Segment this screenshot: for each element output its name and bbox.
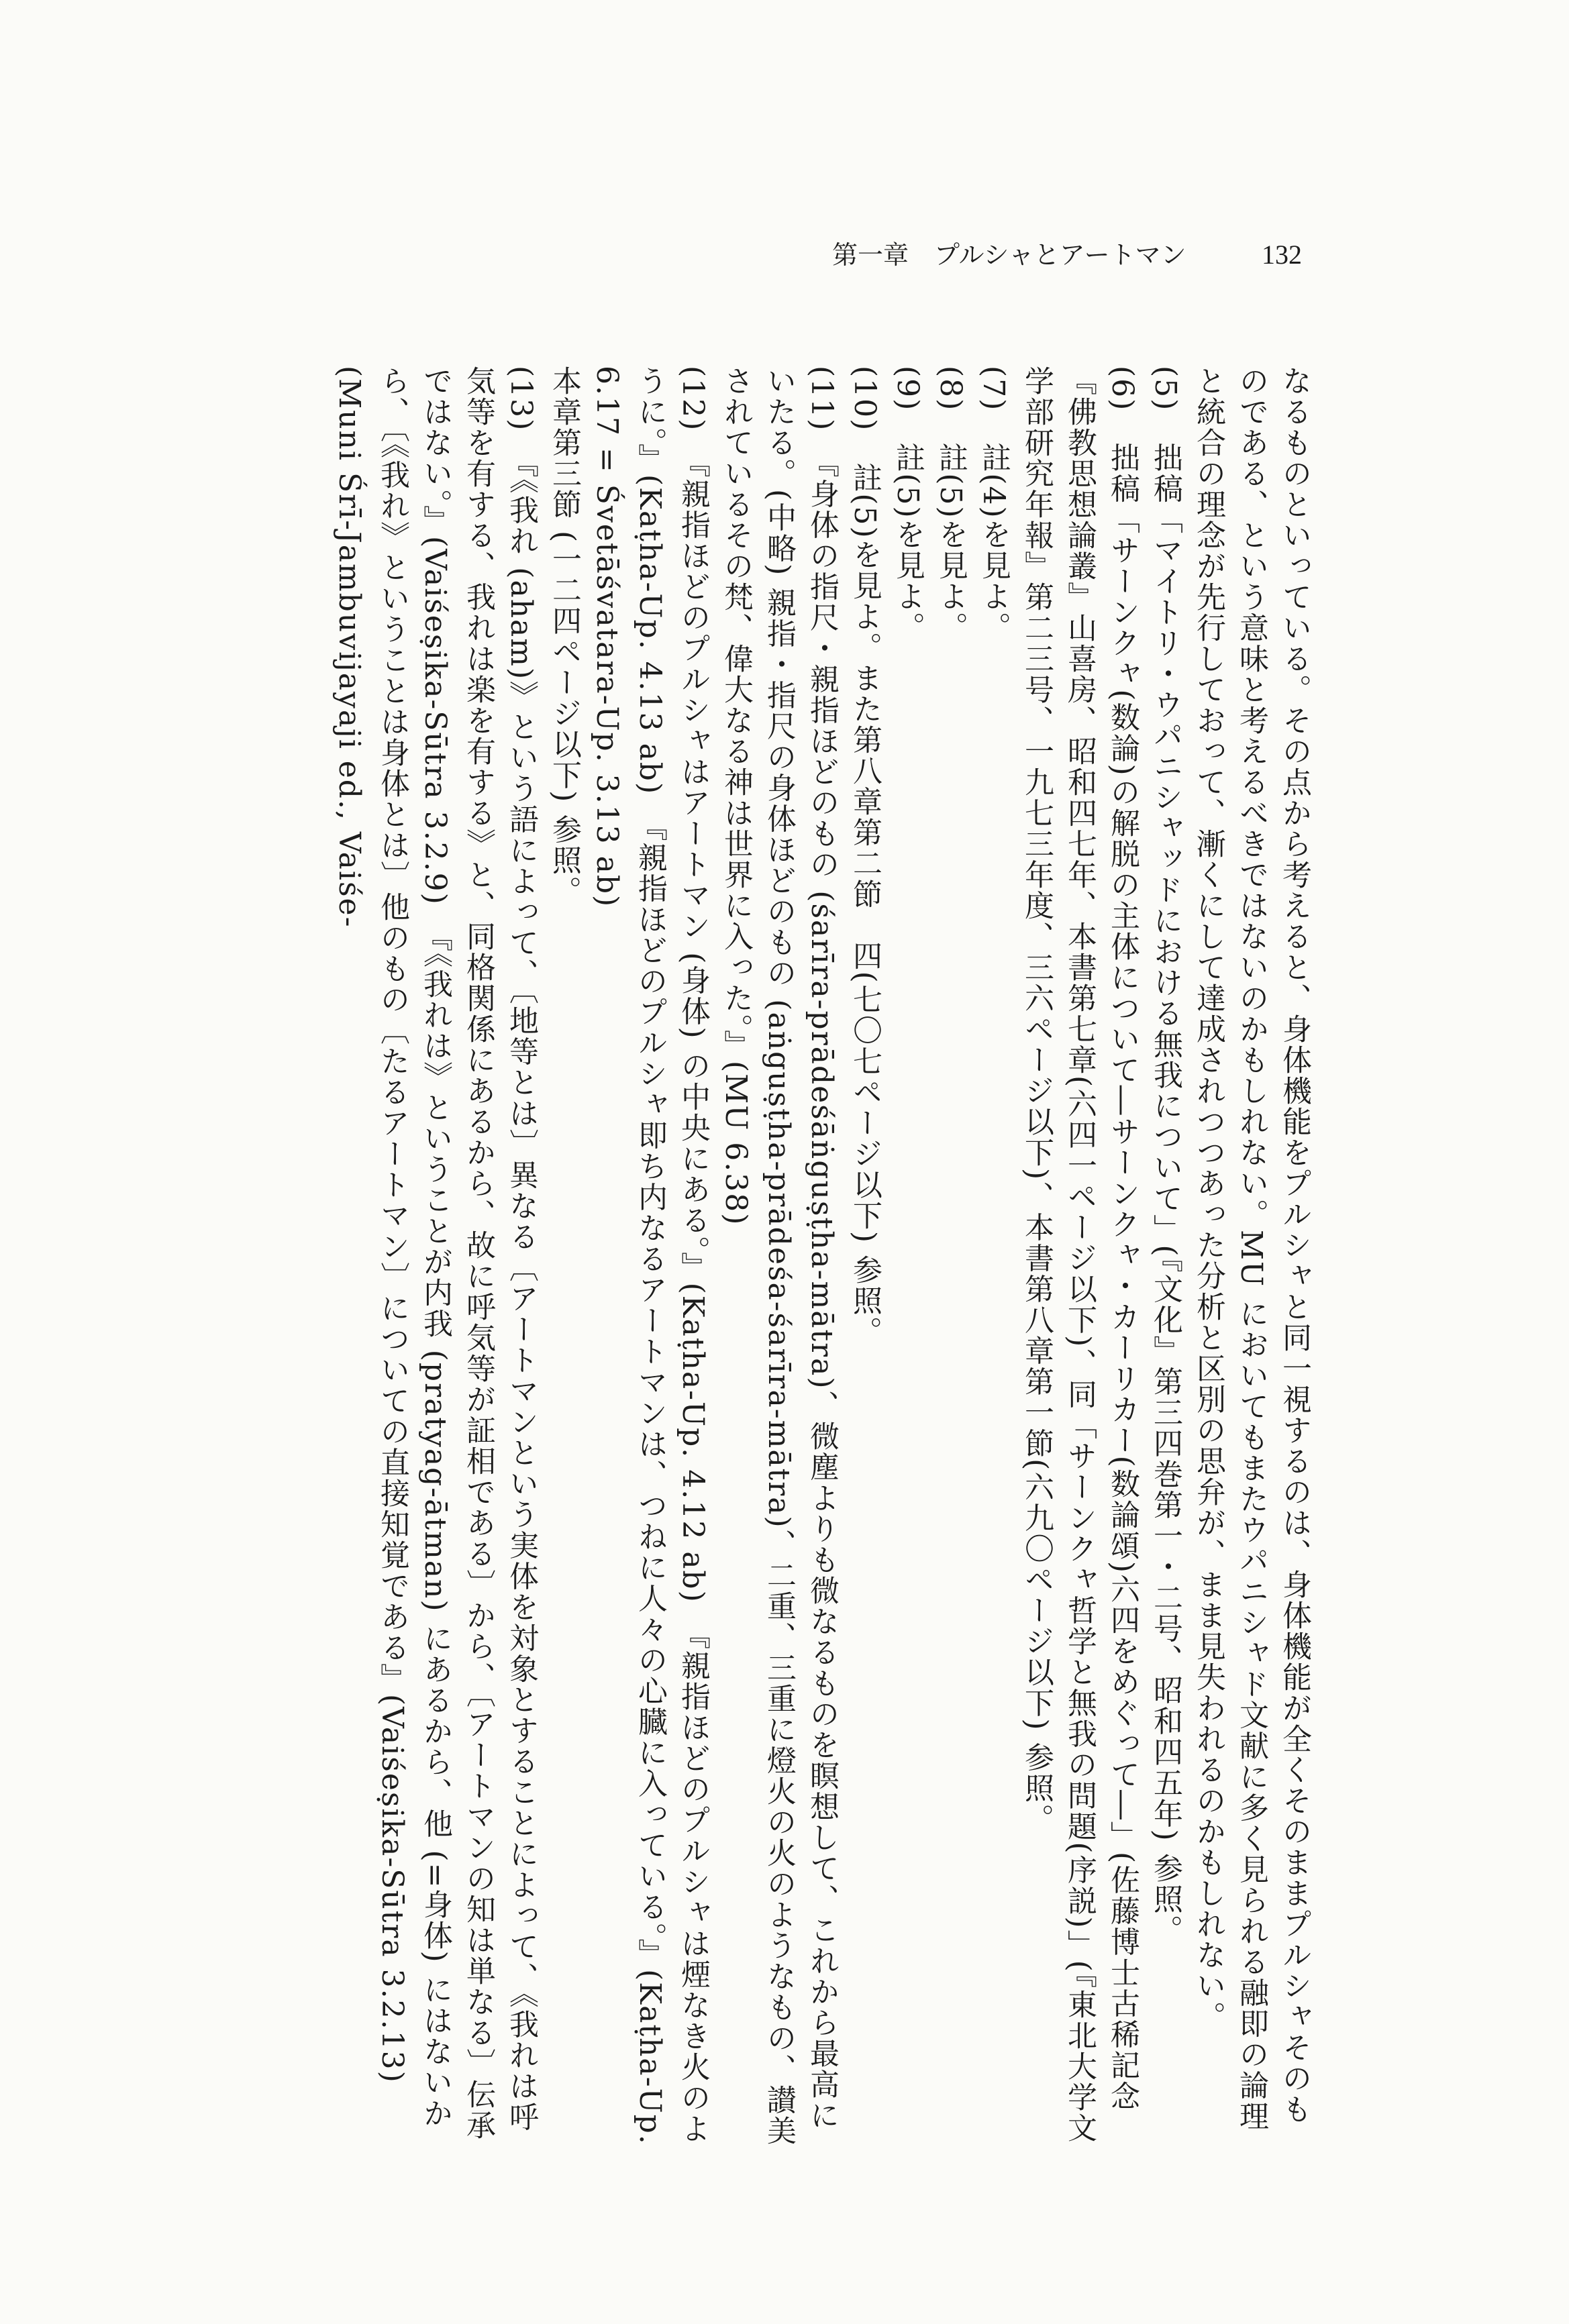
running-header <box>832 235 1302 275</box>
footnote-7: (7) 註(4)を見よ。 <box>976 366 1011 643</box>
footnote-8: (8) 註(5)を見よ。 <box>933 366 968 643</box>
footnote-9: (9) 註(5)を見よ。 <box>891 366 925 643</box>
footnote-6: (6) 拙稿「サーンクャ(数論)の解脱の主体について―サーンクャ・カーリカー(数論頌)六四をめぐって―」(佐藤博士古稀記念『佛教思想論叢』山喜房、昭和四七年、本書第七章(六四一ページ以下)、同「サーンクャ哲学と無我の問題(序説)」(『東北大学文学部研究年報』第二三号、一九七三年度、三六ページ以下)、本書第八章第一節(六九〇ページ以下) 参照。 <box>1019 366 1140 2144</box>
footnote-11: (11) 『身体の指尺・親指ほどのもの (śarīra-prādeśāṅguṣṭha-mātra)、微塵よりも微なるものを瞑想して、これから最高にいたる。(中略) 親指・指尺の身体ほどのもの (aṅguṣṭha-prādeśa-śarīra-mātra)、二重、三重に燈火の火のようなもの、讃美されているその梵、偉大なる神は世界に入った。』(MU 6.38) <box>719 366 839 2146</box>
footnote-10: (10) 註(5)を見よ。また第八章第二節 四(七〇七ページ以下) 参照。 <box>848 366 882 1347</box>
chapter-title: 第一章 プルシャとアートマン <box>832 240 1186 270</box>
vertical-text-body <box>295 366 1315 2150</box>
section-reference: 本章第三節 (一二四ページ以下) 参照。 <box>547 366 581 907</box>
footnote-5: (5) 拙稿「マイトリ・ウパニシャッドにおける無我について」(『文化』第三四巻第一・二号、昭和四五年) 参照。 <box>1148 366 1182 1946</box>
footnote-12: (12) 『親指ほどのプルシャはアートマン (身体) の中央にある。』(Kaṭha-Up. 4.12 ab) 『親指ほどのプルシャは煙なき火のように。』(Kaṭha-Up. 4.13 ab) 『親指ほどのプルシャ即ち内なるアートマンは、つねに人々の心臓に入っている。』(Kaṭha-Up. 6.17 = Śvetāśvatara-Up. 3.13 ab) <box>590 366 710 2146</box>
page-number: 132 <box>1262 240 1302 270</box>
footnote-13: (13) 『《我れ (aham)》という語によって、〔地等とは〕異なる〔アートマンという実体を対象とすることによって、《我れは呼気等を有する、我れは楽を有する》と、同格関係にあるから、故に呼気等が証相である〕から、〔アートマンの知は単なる〕伝承ではない。』(Vaiśeṣika-Sūtra 3.2.9) 『《我れは》ということが内我 (pratyag-ātman) にあるから、他 (=身体) にはないから、〔《我れ》ということは身体とは〕他のもの〔たるアートマン〕についての直接知覚である』(Vaiśeṣika-Sūtra 3.2.13) (Muni Śrī-Jambuvijayaji ed., Vaiśe- <box>332 366 538 2141</box>
paragraph-continuation: なるものといっている。その点から考えると、身体機能をプルシャと同一視するのは、身体機能が全くそのままプルシャそのものである、という意味と考えるべきではないのかもしれない。MU においてもまたウパニシャド文献に多く見られる融即の論理と統合の理念が先行しておって、漸くにして達成されつつあった分析と区別の思弁が、まま見失われるのかもしれない。 <box>1191 366 1311 2132</box>
